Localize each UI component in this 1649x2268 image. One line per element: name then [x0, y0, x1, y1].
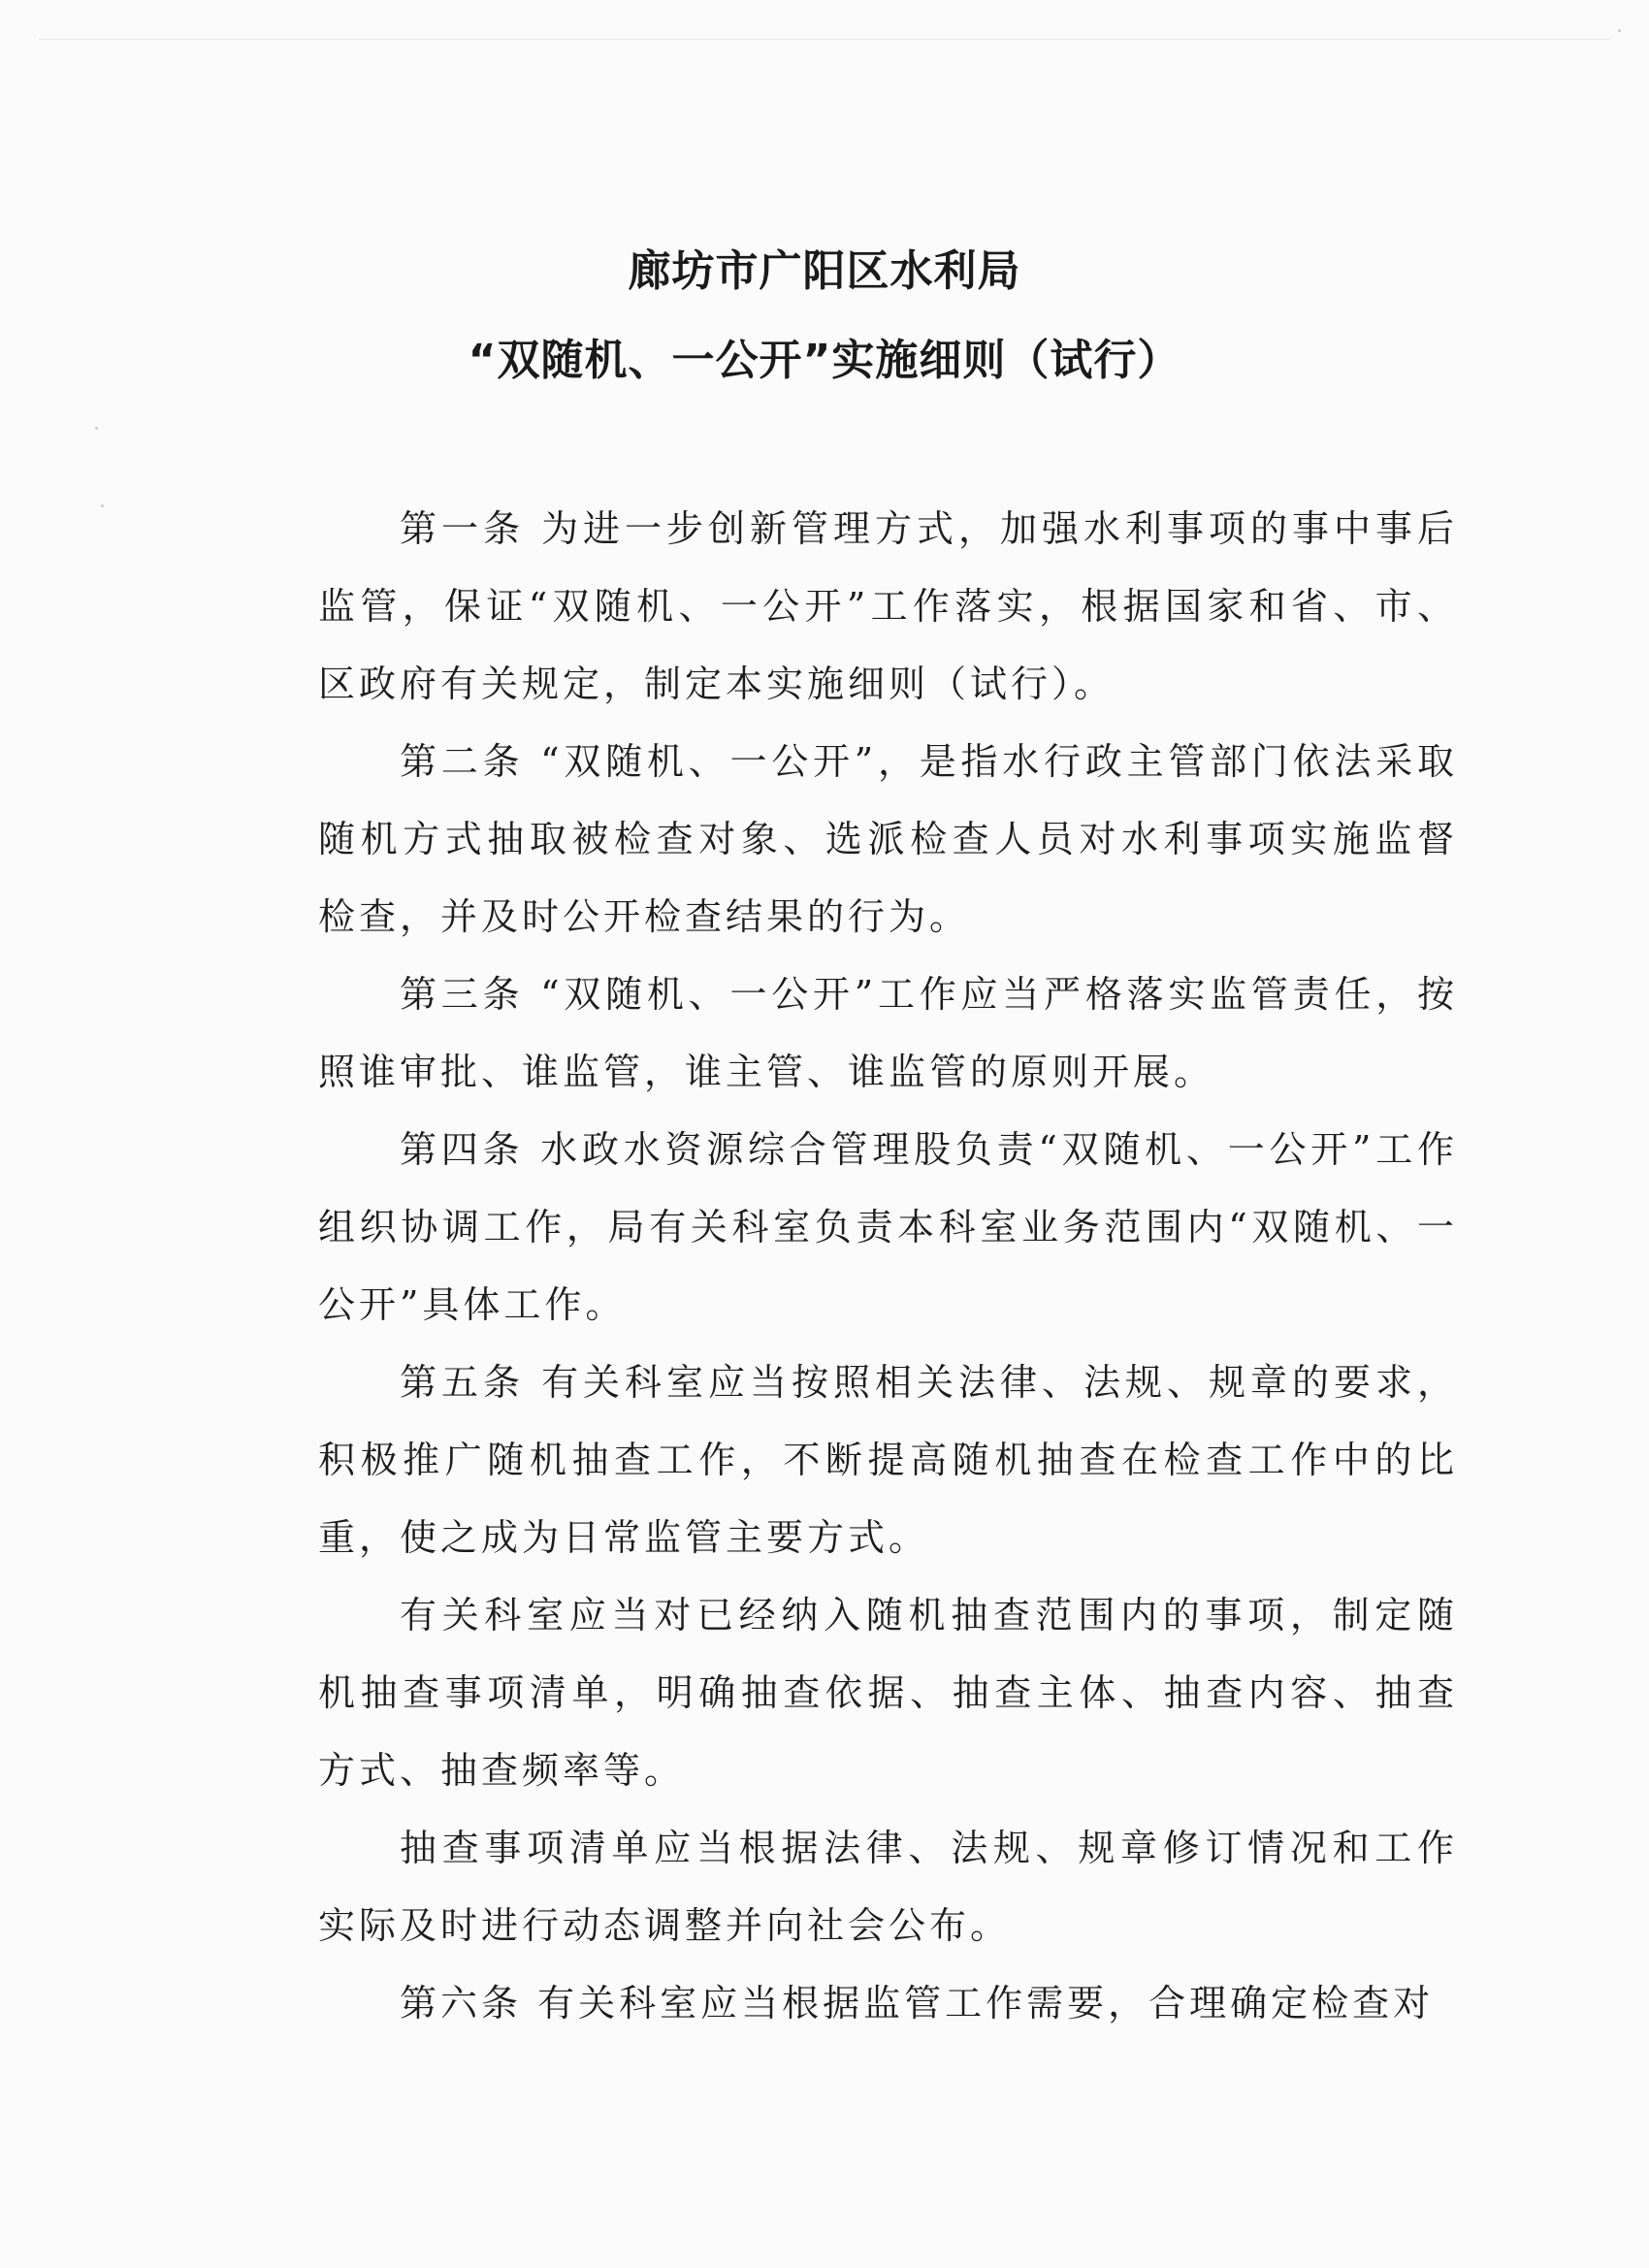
- article-2: 第二条 “双随机、一公开”，是指水行政主管部门依法采取随机方式抽取被检查对象、选派检查人员对水利事项实施监督检查，并及时公开检查结果的行为。: [318, 740, 1458, 938]
- document-title-line-2: “双随机、一公开”实施细则（试行）: [468, 336, 1181, 385]
- scan-speck: [95, 427, 98, 430]
- article-6: 第六条 有关科室应当根据监管工作需要，合理确定检查对: [400, 1982, 1435, 2025]
- scan-speck: [1618, 29, 1621, 32]
- document-body: [318, 490, 1458, 2042]
- document-title-line-1: 廊坊市广阳区水利局: [628, 246, 1021, 296]
- scan-edge-line: [39, 39, 1610, 40]
- scan-speck: [101, 504, 104, 507]
- article-4: 第四条 水政水资源综合管理股负责“双随机、一公开”工作组织协调工作，局有关科室负责本科室业务范围内“双随机、一公开”具体工作。: [318, 1128, 1458, 1326]
- article-5-paragraph-2: 有关科室应当对已经纳入随机抽查范围内的事项，制定随机抽查事项清单，明确抽查依据、抽查主体、抽查内容、抽查方式、抽查频率等。: [318, 1594, 1458, 1792]
- article-3: 第三条 “双随机、一公开”工作应当严格落实监管责任，按照谁审批、谁监管，谁主管、谁监管的原则开展。: [318, 973, 1458, 1093]
- article-1: 第一条 为进一步创新管理方式，加强水利事项的事中事后监管，保证“双随机、一公开”工作落实，根据国家和省、市、区政府有关规定，制定本实施细则（试行）。: [318, 507, 1458, 705]
- article-5: 第五条 有关科室应当按照相关法律、法规、规章的要求，积极推广随机抽查工作，不断提高随机抽查在检查工作中的比重，使之成为日常监管主要方式。: [318, 1361, 1458, 1559]
- article-5-paragraph-3: 抽查事项清单应当根据法律、法规、规章修订情况和工作实际及时进行动态调整并向社会公布。: [318, 1827, 1458, 1947]
